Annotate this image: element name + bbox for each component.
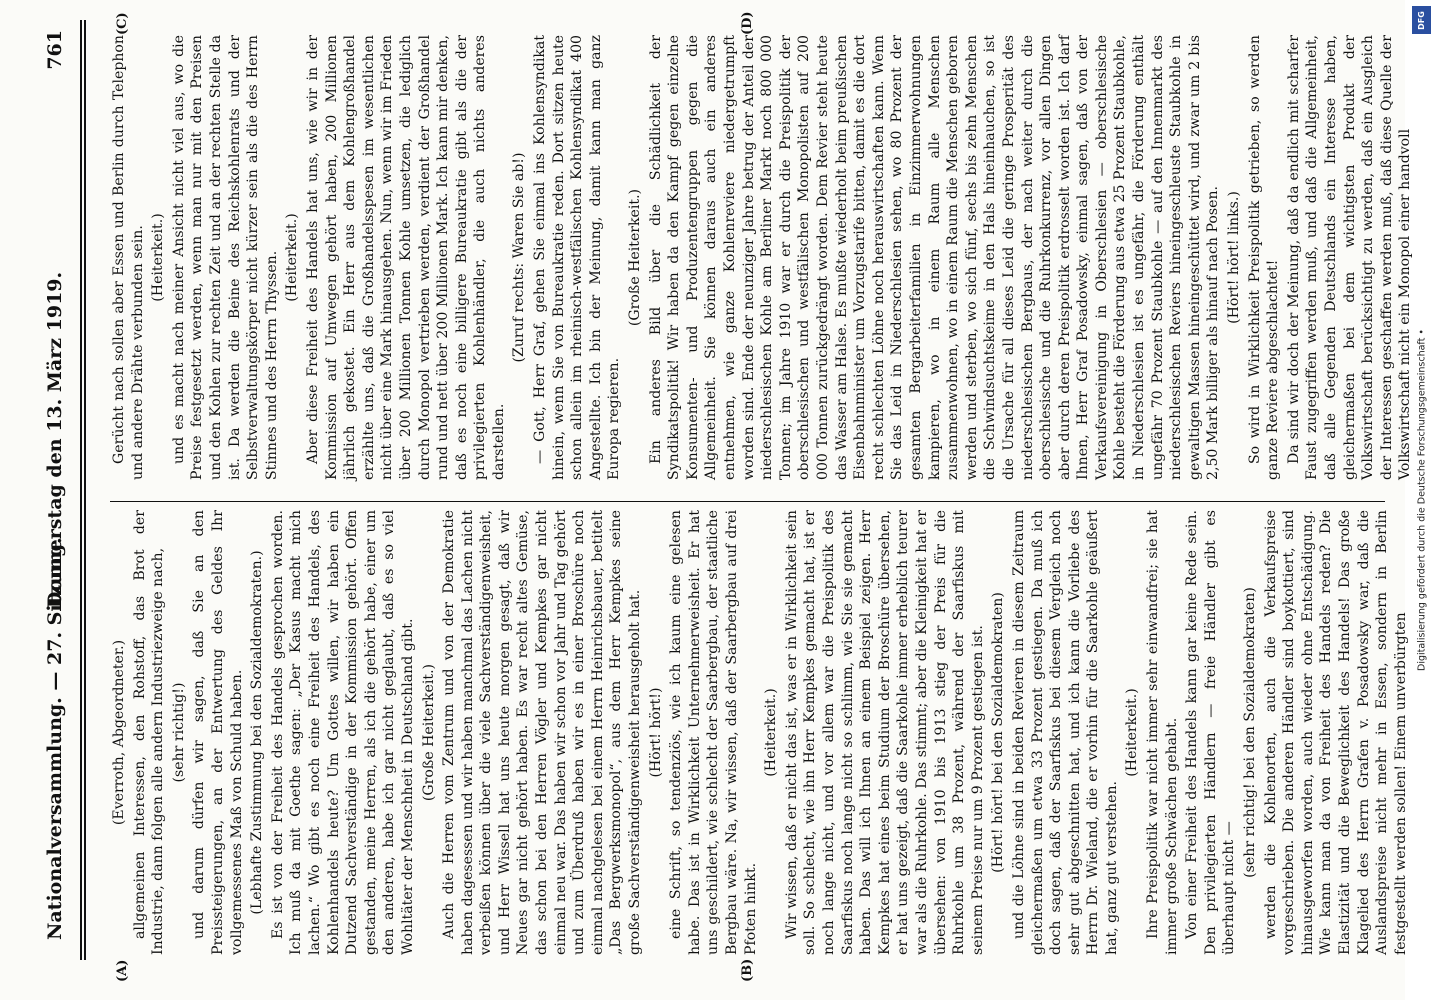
paragraph: (Heiterkeit.)	[1124, 688, 1141, 777]
paragraph: Da sind wir doch der Meinung, daß da endlich mit scharfer Faust zugegriffen werden muß, und daß die Allgemeinheit, daß alle Gegenden Deutschlands ein Interesse haben, gleichermaßen bei dem wichtigsten Produkt der Volkswirtschaft berücksichtigt zu werden, daß ein Ausgleich der Interessen geschaffen werden muß, daß diese Quelle der Volkswirtschaft nicht ein Monopol einer handvoll	[1285, 35, 1414, 480]
paragraph: und darum dürfen wir sagen, daß Sie an den Preissteigerungen, an der Entwertung des Geldes Ihr vollgemessenes Maß von Schuld haben.	[191, 510, 245, 955]
header-rule	[80, 20, 82, 960]
margin-marker-c: (C)	[115, 12, 130, 35]
column-right-body	[110, 35, 1415, 480]
paragraph: Auch die Herren vom Zentrum und von der Demokratie haben dagesessen und wir haben manchmal das Lachen nicht verbeißen können über die viele Sachverständigenweisheit, und Herr Wissell hat uns heute morgen gesagt, daß wir Neues gar nicht gehört haben. Es war recht altes Gemüse, das schon bei den Herren Vögler und Kempkes gar nicht einmal neu war. Das haben wir schon vor Jahr und Tag gehört und zum Überdruß haben wir es in einer Broschüre noch einmal nachgelesen bei einem Herrn Heinrichsbauer, betitelt „Das Bergwerksmonopol“, aus dem Herr Kempkes seine große Sachverständigenweisheit herausgeholt hat.	[441, 510, 644, 955]
header-assembly: Nationalversammlung. — 27. Sitzung.	[44, 537, 66, 940]
paragraph: Gerücht nach sollen aber Essen und Berlin durch Telephon und andere Drähte verbunden sein.	[111, 35, 146, 480]
paragraph: werden die Kohlenorten, auch die Verkaufspreise vorgeschrieben. Die anderen Händler sind boykottiert, sind hinausgeworfen worden, auch wieder ohne Entschädigung. Wie kann man da von Freiheit des Handels reden? Die Elastizität und die Beweglichkeit des Handels! Das große Klagelied des Herrn Grafen v. Posadowsky war, daß die Auslandspreise nicht mehr in Essen, sondern in Berlin festgestellt werden sollen! Einem unverbürgten	[1262, 510, 1409, 955]
page-number: 761	[44, 30, 66, 70]
paragraph: eine Schrift, so tendenziös, wie ich kaum eine gelesen habe. Das ist in Wirklichkeit Unternehmerweisheit. Er hat uns geschildert, wie schlecht der Saarbergbau, der staatliche Bergbau wäre. Na, wir wissen, daß der Saarbergbau auf drei Pfoten hinkt.	[668, 510, 759, 955]
header-date: Donnerstag den 13. März 1919.	[44, 271, 66, 609]
dfg-logo-text: DFG	[1416, 10, 1426, 30]
paragraph: Ein anderes Bild über die Schädlichkeit der Syndikatspolitik! Wir haben da den Kampf gegen einzelne Konsumenten- und Produzentengruppen gegen die Allgemeinheit. Sie können daraus auch ein anderes entnehmen, wie ganze Kohlenreviere niedergetrumpft worden sind. Ende der neunziger Jahre betrug der Anteil der niederschlesischen Kohle am Berliner Markt noch 800 000 Tonnen; im Jahre 1910 war er durch die Preispolitik der oberschlesischen und westfälischen Monopolisten auf 200 000 Tonnen zurückgedrängt worden. Dem Revier steht heute das Wasser am Halse. Es mußte wiederholt beim preußischen Eisenbahnminister um Vorzugstarife bitten, damit es die dort recht schlechten Löhne noch herauswirtschaften kann. Wenn Sie das Leid in Niederschlesien sehen, wo 80 Prozent der gesamten Bergarbeiterfamilien in Einzimmerwohnungen kampieren, wo in einem Raum alle Menschen zusammenwohnen, wo in einem Raum die Menschen geboren werden und sterben, wo sich fünf, sechs bis zehn Menschen die Schwindsuchtskeime in den Hals hineinhauchen, so ist die Ursache für all dieses Leid die geringe Prosperität des niederschlesischen Bergbaus, der nach weiter durch die oberschlesische und die Ruhrkonkurrenz, vor allen Dingen aber durch deren Preispolitik erdrosselt worden ist. Ich darf Ihnen, Herr Graf Posadowsky, einmal sagen, daß von der Verkaufsvereinigung in Oberschlesien — oberschlesische Kohle besteht die Förderung aus etwa 25 Prozent Staubkohle, in Niederschlesien ist es ungefähr, die Förderung enthält ungefähr 70 Prozent Staubkohle — auf den Innenmarkt des niederschlesischen Reviers hineingeschleuste Staubkohle in gewaltigen Massen hineingeschüttet wird, und zwar um 2 bis 2,50 Mark billiger als hinauf nach Posen.	[647, 35, 1222, 480]
paragraph: — Gott, Herr Graf, gehen Sie einmal ins Kohlensyndikat hinein, wenn Sie von Bureaukratie reden. Dort sitzen heute schon allein im rheinisch-westfälischen Kohlensyndikat 400 Angestellte. Ich bin der Meinung, damit kann man ganz Europa regieren.	[532, 35, 623, 480]
paragraph: (sehr richtig!)	[170, 682, 187, 783]
paragraph: Wir wissen, daß er nicht das ist, was er in Wirklichkeit sein soll. So schlecht, wie ihn Herr Kempkes gemacht hat, ist er noch lange nicht, und vor allem war die Preispolitik des Saarfiskus noch lange nicht so schlimm, wie Sie sie gemacht haben. Das will ich Ihnen an einem Beispiel zeigen. Herr Kempkes hat eines beim Studium der Broschüre übersehen, er hat uns gezeigt, daß die Saarkohle immer erheblich teurer war als die Ruhrkohle. Das stimmt; aber die Kleinigkeit hat er übersehen: von 1910 bis 1913 stieg der Preis für die Ruhrkohle um 38 Prozent, während der Saarfiskus mit seinem Preise nur um 9 Prozent gestiegen ist.	[783, 510, 986, 955]
margin-marker-d: (D)	[740, 11, 755, 35]
paragraph: Es ist von der Freiheit des Handels gesprochen worden. Ich muß da mit Goethe sagen: „Der Kasus macht mich lachen.“ Wo gibt es noch eine Freiheit des Handels, des Kohlenhandels heute? Um Gottes willen, wir haben ein Dutzend Sachverständige in der Kommission gehört. Offen gestanden, meine Herren, als ich die gehört habe, einer um den anderen, habe ich gar nicht geglaubt, daß es so viel Wohltäter der Menschheit in Deutschland gibt.	[269, 510, 416, 955]
paragraph: Ihre Preispolitik war nicht immer sehr einwandfrei; sie hat immer große Schwächen gehabt.	[1145, 510, 1180, 955]
dfg-logo	[1412, 6, 1431, 34]
column-divider	[110, 501, 1385, 502]
paragraph: (Zuruf rechts: Waren Sie ab!)	[511, 152, 528, 363]
paragraph: (Hört! hört!)	[647, 687, 664, 778]
margin-marker-b: (B)	[740, 958, 755, 982]
paragraph: Von einer Freiheit des Handels kann gar keine Rede sein. Den privilegierten Händlern — freie Händler gibt es überhaupt nicht —	[1184, 510, 1238, 955]
paragraph: und es macht nach meiner Ansicht nicht viel aus, wo die Preise festgesetzt werden, wenn man nur mit den Preisen und den Kohlen zur rechten Zeit und an der rechten Stelle da ist. Da werden die Beine des Reichskohlenrats und der Selbstverwaltungskörper nicht kürzer sein als die des Herrn Stinnes und des Herrn Thyssen.	[170, 35, 280, 480]
text-column-right	[110, 35, 1414, 480]
paragraph: (Heiterkeit.)	[763, 688, 780, 777]
paragraph: (Heiterkeit.)	[284, 213, 301, 302]
paragraph: So wird in Wirklichkeit Preispolitik getrieben, so werden ganze Reviere abgeschlachtet!	[1246, 35, 1282, 480]
paragraph: Aber diese Freiheit des Handels hat uns, wie wir in der Kommission auf Umwegen gehört haben, 200 Millionen jährlich gekostet. Ein Herr aus dem Kohlengroßhandel erzählte uns, daß die Großhandelsspesen im wesentlichen nicht über eine Mark hinausgehen. Nun, wenn wir im Frieden über 200 Millionen Tonnen Kohle umsetzen, die lediglich durch Monopol vertrieben werden, verdient der Großhandel rund und nett über 200 Millionen Mark. Ich kann mir denken, daß es noch eine billigere Bureaukratie gibt als die der privilegierten Kohlenhändler, die auch nichts anderes darstellen.	[304, 35, 507, 480]
paragraph: (Heiterkeit.)	[150, 213, 167, 302]
text-column-left	[110, 510, 1409, 955]
paragraph: (Lebhafte Zustimmung bei den Sozialdemokraten.)	[249, 550, 266, 915]
paragraph: (Große Heiterkeit.)	[420, 663, 437, 802]
paragraph: (Hört! hört! links.)	[1226, 191, 1243, 324]
paragraph: allgemeinen Interessen, den Rohstoff, das Brot der Industrie, dann folgen alle andern Industriezweige nach,	[131, 510, 167, 955]
header-rule-2	[84, 20, 86, 960]
paragraph: (Große Heiterkeit.)	[627, 188, 644, 327]
speaker-label: (Everroth, Abgeordneter.)	[111, 639, 127, 826]
paragraph: (sehr richtig! bei den Sozialdemokraten)	[1242, 587, 1259, 878]
page-header	[14, 30, 74, 940]
column-left-body	[131, 510, 1411, 955]
paragraph: und die Löhne sind in beiden Revieren in diesem Zeitraum gleichermaßen um etwa 33 Prozent gestiegen. Da muß ich doch sagen, daß der Saarfiskus bei diesem Vergleich noch sehr gut abgeschnitten hat, und ich kann die Vorliebe des Herrn Dr. Wieland, die er vorhin für die Saarkohle geäußert hat, ganz gut verstehen.	[1010, 510, 1120, 955]
margin-marker-a: (A)	[115, 959, 130, 982]
digitization-credit	[1410, 0, 1434, 1000]
paragraph: (Hört! hört! bei den Sozialdemokraten)	[990, 592, 1007, 873]
credit-text: Digitalisierung gefördert durch die Deutsche Forschungsgemeinschaft •	[1416, 329, 1428, 671]
